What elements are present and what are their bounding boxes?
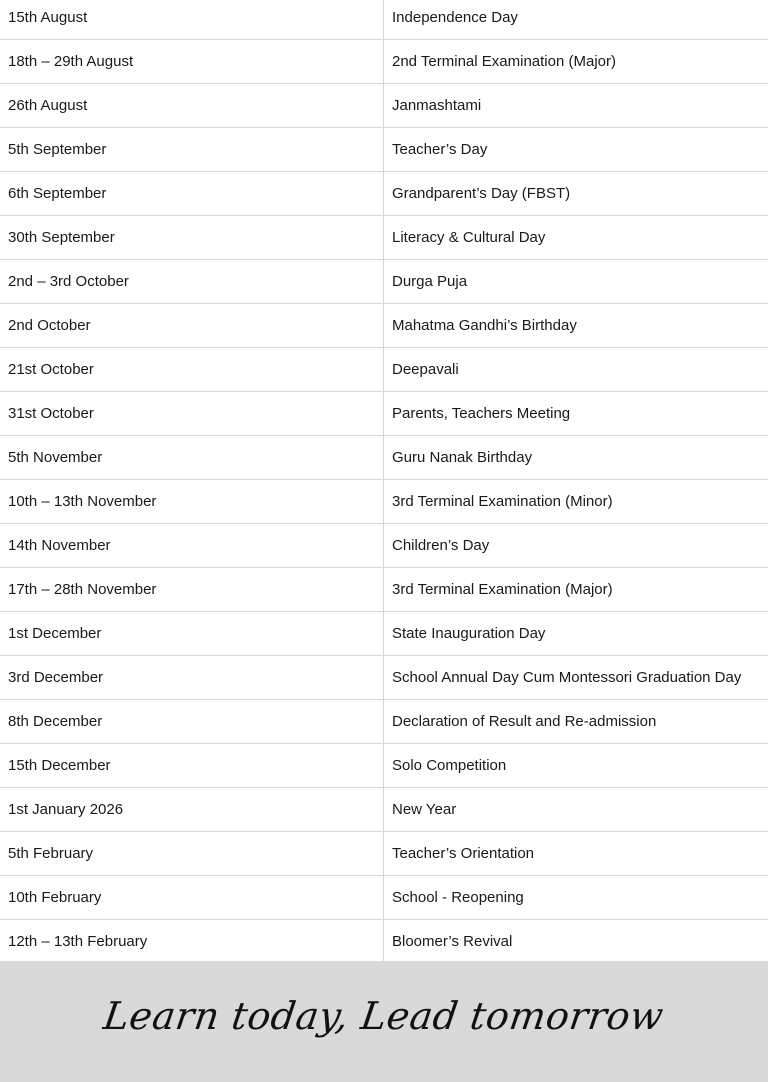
- event-date-cell: 5th February: [0, 832, 384, 876]
- event-date-cell: 5th November: [0, 436, 384, 480]
- event-date-cell: 12th – 13th February: [0, 920, 384, 964]
- event-name-cell: 3rd Terminal Examination (Minor): [384, 480, 768, 524]
- event-name-cell: School Annual Day Cum Montessori Graduation Day: [384, 656, 768, 700]
- event-name-cell: Janmashtami: [384, 84, 768, 128]
- table-row: [0, 788, 768, 832]
- event-name-cell: 2nd Terminal Examination (Major): [384, 40, 768, 84]
- table-row: [0, 40, 768, 84]
- event-name-cell: Declaration of Result and Re-admission: [384, 700, 768, 744]
- event-name-cell: State Inauguration Day: [384, 612, 768, 656]
- table-row: [0, 744, 768, 788]
- event-name-cell: Independence Day: [384, 0, 768, 40]
- table-row: [0, 304, 768, 348]
- event-name-cell: 3rd Terminal Examination (Major): [384, 568, 768, 612]
- event-name-cell: School - Reopening: [384, 876, 768, 920]
- event-date-cell: 1st January 2026: [0, 788, 384, 832]
- event-date-cell: 31st October: [0, 392, 384, 436]
- table-row: [0, 0, 768, 40]
- event-name-cell: Teacher’s Day: [384, 128, 768, 172]
- table-row: [0, 128, 768, 172]
- event-name-cell: Durga Puja: [384, 260, 768, 304]
- event-date-cell: 21st October: [0, 348, 384, 392]
- event-name-cell: Parents, Teachers Meeting: [384, 392, 768, 436]
- event-name-cell: Grandparent’s Day (FBST): [384, 172, 768, 216]
- table-row: [0, 568, 768, 612]
- event-name-cell: Solo Competition: [384, 744, 768, 788]
- table-row: [0, 84, 768, 128]
- table-row: [0, 876, 768, 920]
- table-row: [0, 436, 768, 480]
- event-date-cell: 17th – 28th November: [0, 568, 384, 612]
- event-date-cell: 15th December: [0, 744, 384, 788]
- table-row: [0, 524, 768, 568]
- table-row: [0, 700, 768, 744]
- footer-banner: [0, 961, 768, 1082]
- event-date-cell: 6th September: [0, 172, 384, 216]
- event-name-cell: Literacy & Cultural Day: [384, 216, 768, 260]
- tagline: Learn today, Lead tomorrow: [101, 993, 667, 1038]
- table-row: [0, 612, 768, 656]
- event-date-cell: 18th – 29th August: [0, 40, 384, 84]
- event-date-cell: 2nd October: [0, 304, 384, 348]
- event-name-cell: Deepavali: [384, 348, 768, 392]
- table-row: [0, 392, 768, 436]
- event-name-cell: Mahatma Gandhi’s Birthday: [384, 304, 768, 348]
- event-name-cell: Guru Nanak Birthday: [384, 436, 768, 480]
- event-date-cell: 14th November: [0, 524, 384, 568]
- table-row: [0, 832, 768, 876]
- event-date-cell: 2nd – 3rd October: [0, 260, 384, 304]
- table-row: [0, 656, 768, 700]
- event-date-cell: 8th December: [0, 700, 384, 744]
- table-row: [0, 260, 768, 304]
- event-name-cell: Teacher’s Orientation: [384, 832, 768, 876]
- table-row: [0, 348, 768, 392]
- event-name-cell: Children’s Day: [384, 524, 768, 568]
- table-row: [0, 216, 768, 260]
- event-date-cell: 15th August: [0, 0, 384, 40]
- table-row: [0, 480, 768, 524]
- event-name-cell: Bloomer’s Revival: [384, 920, 768, 964]
- event-date-cell: 1st December: [0, 612, 384, 656]
- event-date-cell: 26th August: [0, 84, 384, 128]
- table-row: [0, 172, 768, 216]
- event-name-cell: New Year: [384, 788, 768, 832]
- event-date-cell: 5th September: [0, 128, 384, 172]
- event-date-cell: 3rd December: [0, 656, 384, 700]
- event-date-cell: 30th September: [0, 216, 384, 260]
- table-row: [0, 920, 768, 964]
- event-date-cell: 10th – 13th November: [0, 480, 384, 524]
- event-date-cell: 10th February: [0, 876, 384, 920]
